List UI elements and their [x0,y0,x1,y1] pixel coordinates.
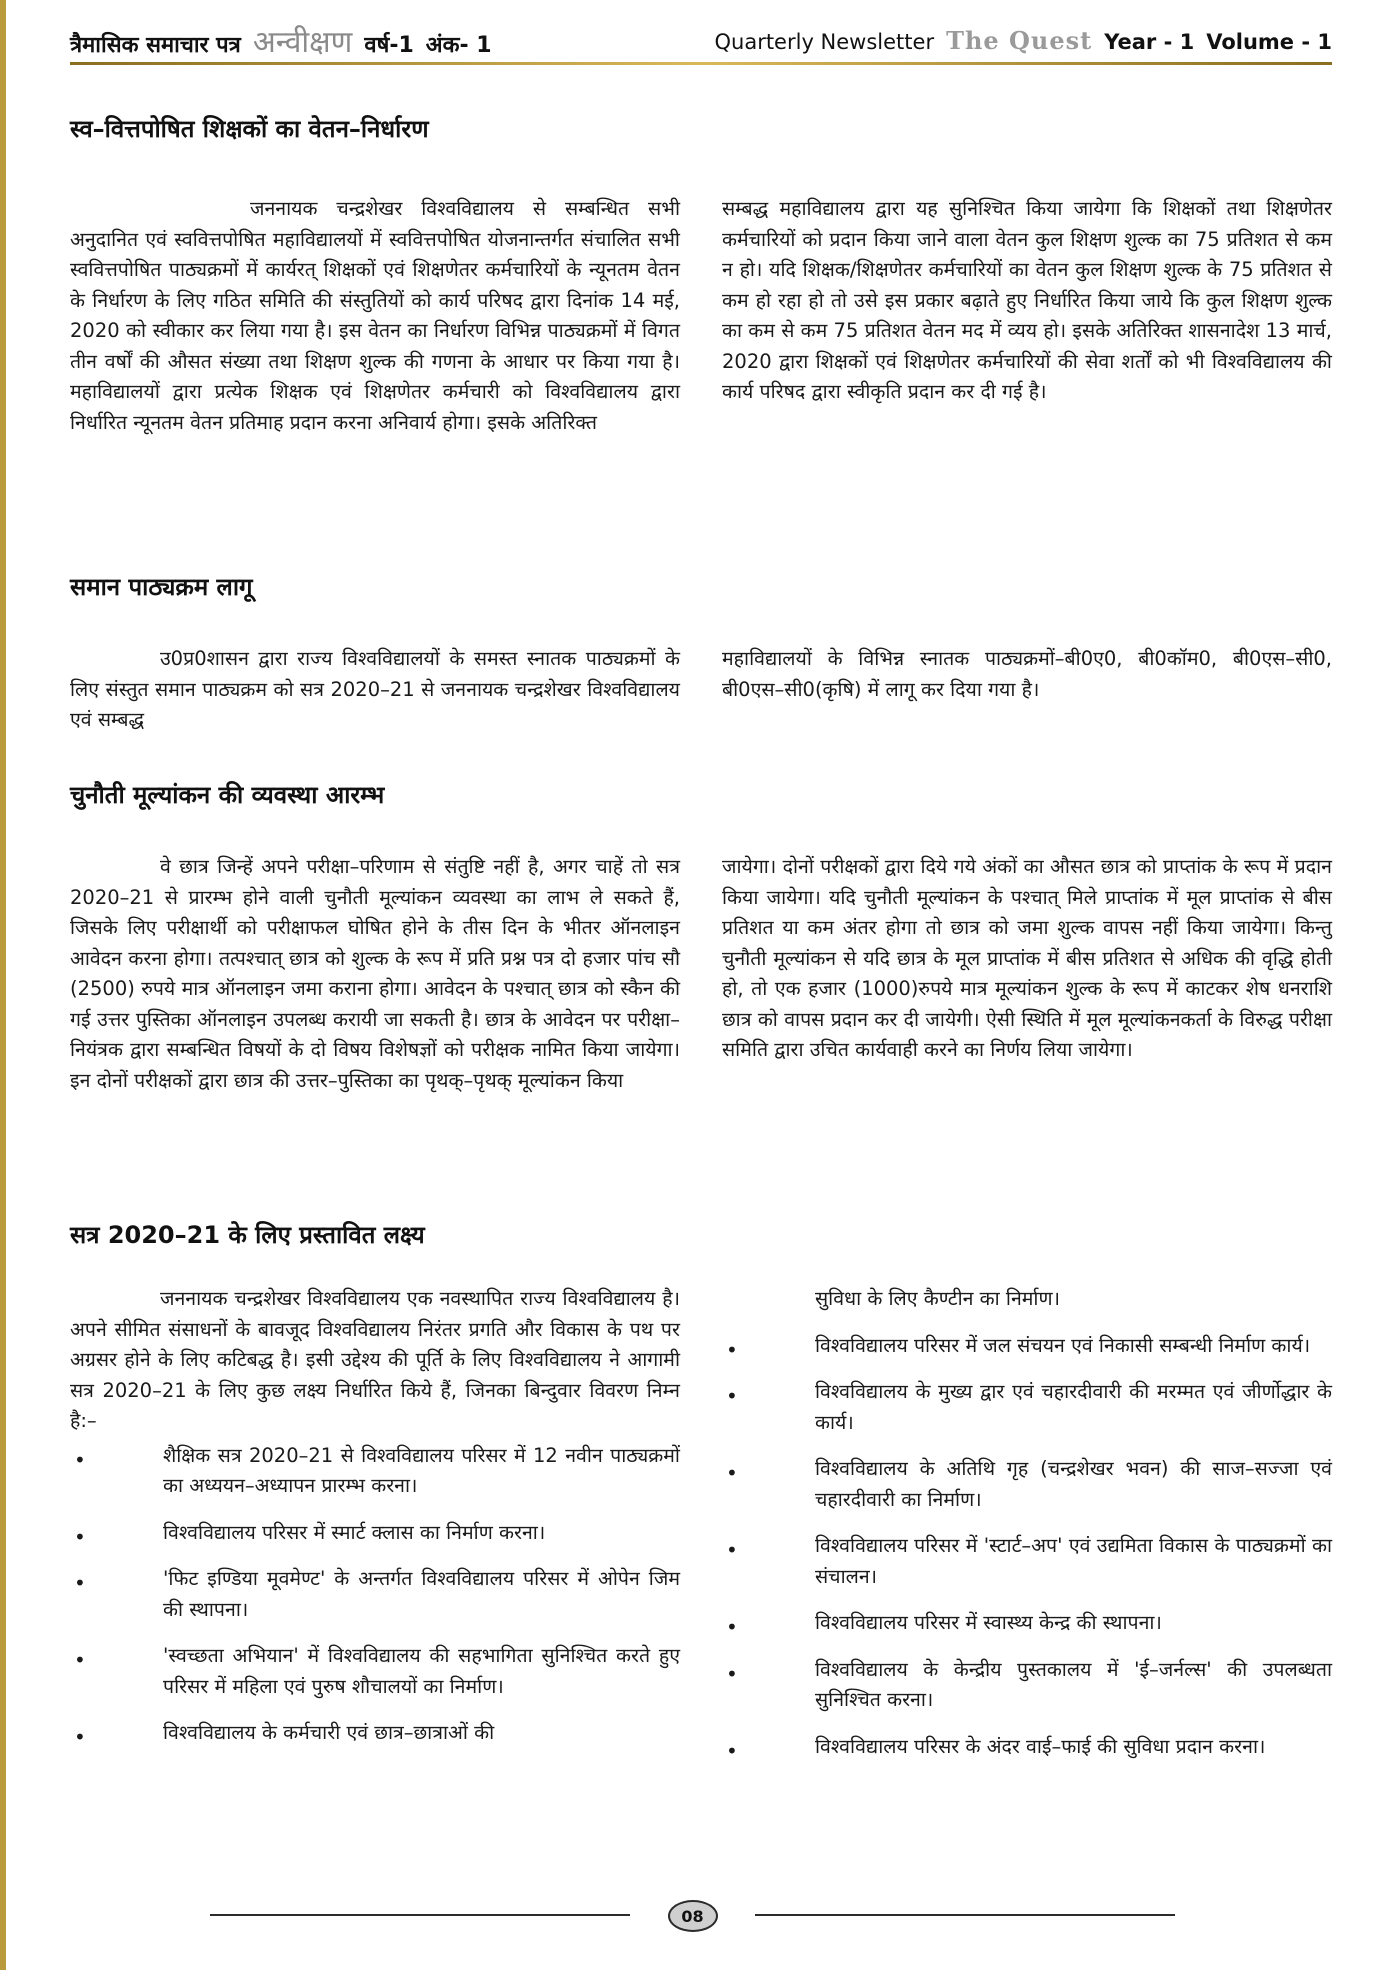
list-item: • शैक्षिक सत्र 2020–21 से विश्वविद्यालय परिसर में 12 नवीन पाठ्यक्रमों का अध्ययन–अध्यापन प्रारम्भ करना। [70,1441,680,1502]
goals-right-list [722,1284,1332,1762]
header-right [714,26,1332,55]
list-item: • विश्वविद्यालय के कर्मचारी एवं छात्र–छात्राओं की [70,1718,680,1749]
header-english-year: Year - 1 [1104,29,1195,54]
page-number: 08 [668,1900,718,1932]
list-item: • विश्वविद्यालय परिसर में स्मार्ट क्लास का निर्माण करना। [70,1518,680,1549]
section-evaluation-columns [70,852,1332,1096]
evaluation-right-text: जायेगा। दोनों परीक्षकों द्वारा दिये गये अंकों का औसत छात्र को प्राप्तांक के रूप में प्रदान किया जायेगा। यदि चुनौती मूल्यांकन के पश्चात् मिले प्राप्तांक में मूल प्राप्तांक से बीस प्रतिशत या कम अंतर होगा तो छात्र को जमा शुल्क वापस नहीं किया जायेगा। किन्तु चुनौती मूल्यांकन से यदि छात्र के मूल प्राप्तांक में बीस प्रतिशत से अधिक की वृद्धि होती हो, तो एक हजार (1000)रुपये मात्र मूल्यांकन शुल्क के रूप में काटकर शेष धनराशि छात्र को वापस प्रदान कर दी जायेगी। ऐसी स्थिति में मूल मूल्यांकनकर्ता के विरुद्ध परीक्षा समिति द्वारा उचित कार्यवाही करने का निर्णय लिया जायेगा। [722,855,1332,1061]
left-border-strip [0,0,6,1970]
section-goals [70,1218,1332,1778]
list-item: • विश्वविद्यालय परिसर में 'स्टार्ट–अप' एवं उद्यमिता विकास के पाठ्यक्रमों का संचालन। [722,1531,1332,1592]
section-title-evaluation: चुनौती मूल्यांकन की व्यवस्था आरम्भ [70,781,385,809]
footer-ornament-left [210,1914,630,1916]
list-item: • विश्वविद्यालय के केन्द्रीय पुस्तकालय में 'ई–जर्नल्स' की उपलब्धता सुनिश्चित करना। [722,1655,1332,1716]
header-left [70,20,492,61]
syllabus-right-text: महाविद्यालयों के विभिन्न स्नातक पाठ्यक्रमों–बी0ए0, बी0कॉम0, बी0एस–सी0, बी0एस–सी0(कृषि) में लागू कर दिया गया है। [722,647,1332,701]
section-title-salary: स्व–वित्तपोषित शिक्षकों का वेतन–निर्धारण [70,115,429,143]
section-salary [70,112,1332,438]
salary-right-text: सम्बद्ध महाविद्यालय द्वारा यह सुनिश्चित किया जायेगा कि शिक्षकों तथा शिक्षणेतर कर्मचारियों को प्रदान किया जाने वाला वेतन कुल शिक्षण शुल्क का 75 प्रतिशत से कम न हो। यदि शिक्षक/शिक्षणेतर कर्मचारियों का वेतन कुल शिक्षण शुल्क के 75 प्रतिशत से कम हो रहा हो तो उसे इस प्रकार बढ़ाते हुए निर्धारित किया जाये कि कुल शिक्षण शुल्क का कम से कम 75 प्रतिशत वेतन मद में व्यय हो। इसके अतिरिक्त शासनादेश 13 मार्च, 2020 द्वारा शिक्षकों एवं शिक्षणेतर कर्मचारियों की सेवा शर्तों को भी विश्वविद्यालय की कार्य परिषद द्वारा स्वीकृति प्रदान कर दी गई है। [722,197,1332,403]
section-title-goals: सत्र 2020–21 के लिए प्रस्तावित लक्ष्य [70,1221,425,1249]
section-syllabus [70,570,1332,736]
salary-left-text: जननायक चन्द्रशेखर विश्वविद्यालय से सम्बन्धित सभी अनुदानित एवं स्ववित्तपोषित महाविद्यालयों में स्ववित्तपोषित योजनान्तर्गत संचालित सभी स्ववित्तपोषित पाठ्यक्रमों में कार्यरत् शिक्षकों एवं शिक्षणेतर कर्मचारियों के न्यूनतम वेतन के निर्धारण के लिए गठित समिति की संस्तुतियों को कार्य परिषद द्वारा दिनांक 14 मई, 2020 को स्वीकार कर लिया गया है। इस वेतन का निर्धारण विभिन्न पाठ्यक्रमों में विगत तीन वर्षों की औसत संख्या तथा शिक्षण शुल्क की गणना के आधार पर किया गया है। महाविद्यालयों द्वारा प्रत्येक शिक्षक एवं शिक्षणेतर कर्मचारी को विश्वविद्यालय द्वारा निर्धारित न्यूनतम वेतन प्रतिमाह प्रदान करना अनिवार्य होगा। इसके अतिरिक्त [70,197,680,434]
list-item: • 'स्वच्छता अभियान' में विश्वविद्यालय की सहभागिता सुनिश्चित करते हुए परिसर में महिला एवं पुरुष शौचालयों का निर्माण। [70,1641,680,1702]
list-item: • विश्वविद्यालय परिसर के अंदर वाई–फाई की सुविधा प्रदान करना। [722,1732,1332,1763]
list-item: • विश्वविद्यालय परिसर में स्वास्थ्य केन्द्र की स्थापना। [722,1608,1332,1639]
goals-intro-text: जननायक चन्द्रशेखर विश्वविद्यालय एक नवस्थापित राज्य विश्वविद्यालय है। अपने सीमित संसाधनों के बावजूद विश्वविद्यालय निरंतर प्रगति और विकास के पथ पर अग्रसर होने के लिए कटिबद्ध है। इसी उद्देश्य की पूर्ति के लिए विश्वविद्यालय ने आगामी सत्र 2020–21 के लिए कुछ लक्ष्य निर्धारित किये हैं, जिनका बिन्दुवार विवरण निम्न है:– [70,1287,680,1432]
page-footer [210,1900,1175,1930]
syllabus-left-text: उ0प्र0शासन द्वारा राज्य विश्वविद्यालयों के समस्त स्नातक पाठ्यक्रमों के लिए संस्तुत समान पाठ्यक्रम को सत्र 2020–21 से जननायक चन्द्रशेखर विश्वविद्यालय एवं सम्बद्ध [70,647,680,731]
header-hindi-label: त्रैमासिक समाचार पत्र [70,32,241,58]
footer-ornament-right [755,1914,1175,1916]
section-syllabus-columns [70,644,1332,736]
list-item-continuation: सुविधा के लिए कैण्टीन का निर्माण। [815,1287,1060,1310]
header-rule [70,62,1332,65]
header-hindi-brand: अन्वीक्षण [252,24,353,60]
section-title-syllabus: समान पाठ्यक्रम लागू [70,573,253,601]
list-item: • 'फिट इण्डिया मूवमेण्ट' के अन्तर्गत विश्वविद्यालय परिसर में ओपेन जिम की स्थापना। [70,1564,680,1625]
list-item: • विश्वविद्यालय के अतिथि गृह (चन्द्रशेखर भवन) की साज–सज्जा एवं चहारदीवारी का निर्माण। [722,1454,1332,1515]
header-hindi-year: वर्ष-1 [364,32,414,58]
section-evaluation [70,778,1332,1096]
evaluation-left-text: वे छात्र जिन्हें अपने परीक्षा–परिणाम से संतुष्टि नहीं है, अगर चाहें तो सत्र 2020–21 से प्रारम्भ होने वाली चुनौती मूल्यांकन व्यवस्था का लाभ ले सकते हैं, जिसके लिए परीक्षार्थी को परीक्षाफल घोषित होने के तीस दिन के भीतर ऑनलाइन आवेदन करना होगा। तत्पश्चात् छात्र को शुल्क के रूप में प्रति प्रश्न पत्र दो हजार पांच सौ (2500) रुपये मात्र ऑनलाइन जमा कराना होगा। आवेदन के पश्चात् छात्र को स्कैन की गई उत्तर पुस्तिका ऑनलाइन उपलब्ध करायी जा सकती है। छात्र के आवेदन पर परीक्षा–नियंत्रक द्वारा सम्बन्धित विषयों के दो विषय विशेषज्ञों को परीक्षक नामित किया जायेगा। इन दोनों परीक्षकों द्वारा छात्र की उत्तर–पुस्तिका का पृथक्–पृथक् मूल्यांकन किया [70,855,680,1092]
section-goals-columns [70,1284,1332,1778]
goals-left-column [70,1284,680,1778]
header-english-label: Quarterly Newsletter [714,29,935,54]
header-english-volume: Volume - 1 [1206,29,1332,54]
goals-left-list [70,1441,680,1749]
header-english-brand: The Quest [946,25,1093,55]
list-item: • विश्वविद्यालय के मुख्य द्वार एवं चहारदीवारी की मरम्मत एवं जीर्णोद्धार के कार्य। [722,1377,1332,1438]
section-salary-columns [70,194,1332,438]
list-item: • विश्वविद्यालय परिसर में जल संचयन एवं निकासी सम्बन्धी निर्माण कार्य। [722,1331,1332,1362]
page-header [70,22,1332,58]
goals-right-column [722,1284,1332,1778]
header-hindi-issue: अंक- 1 [425,32,492,58]
